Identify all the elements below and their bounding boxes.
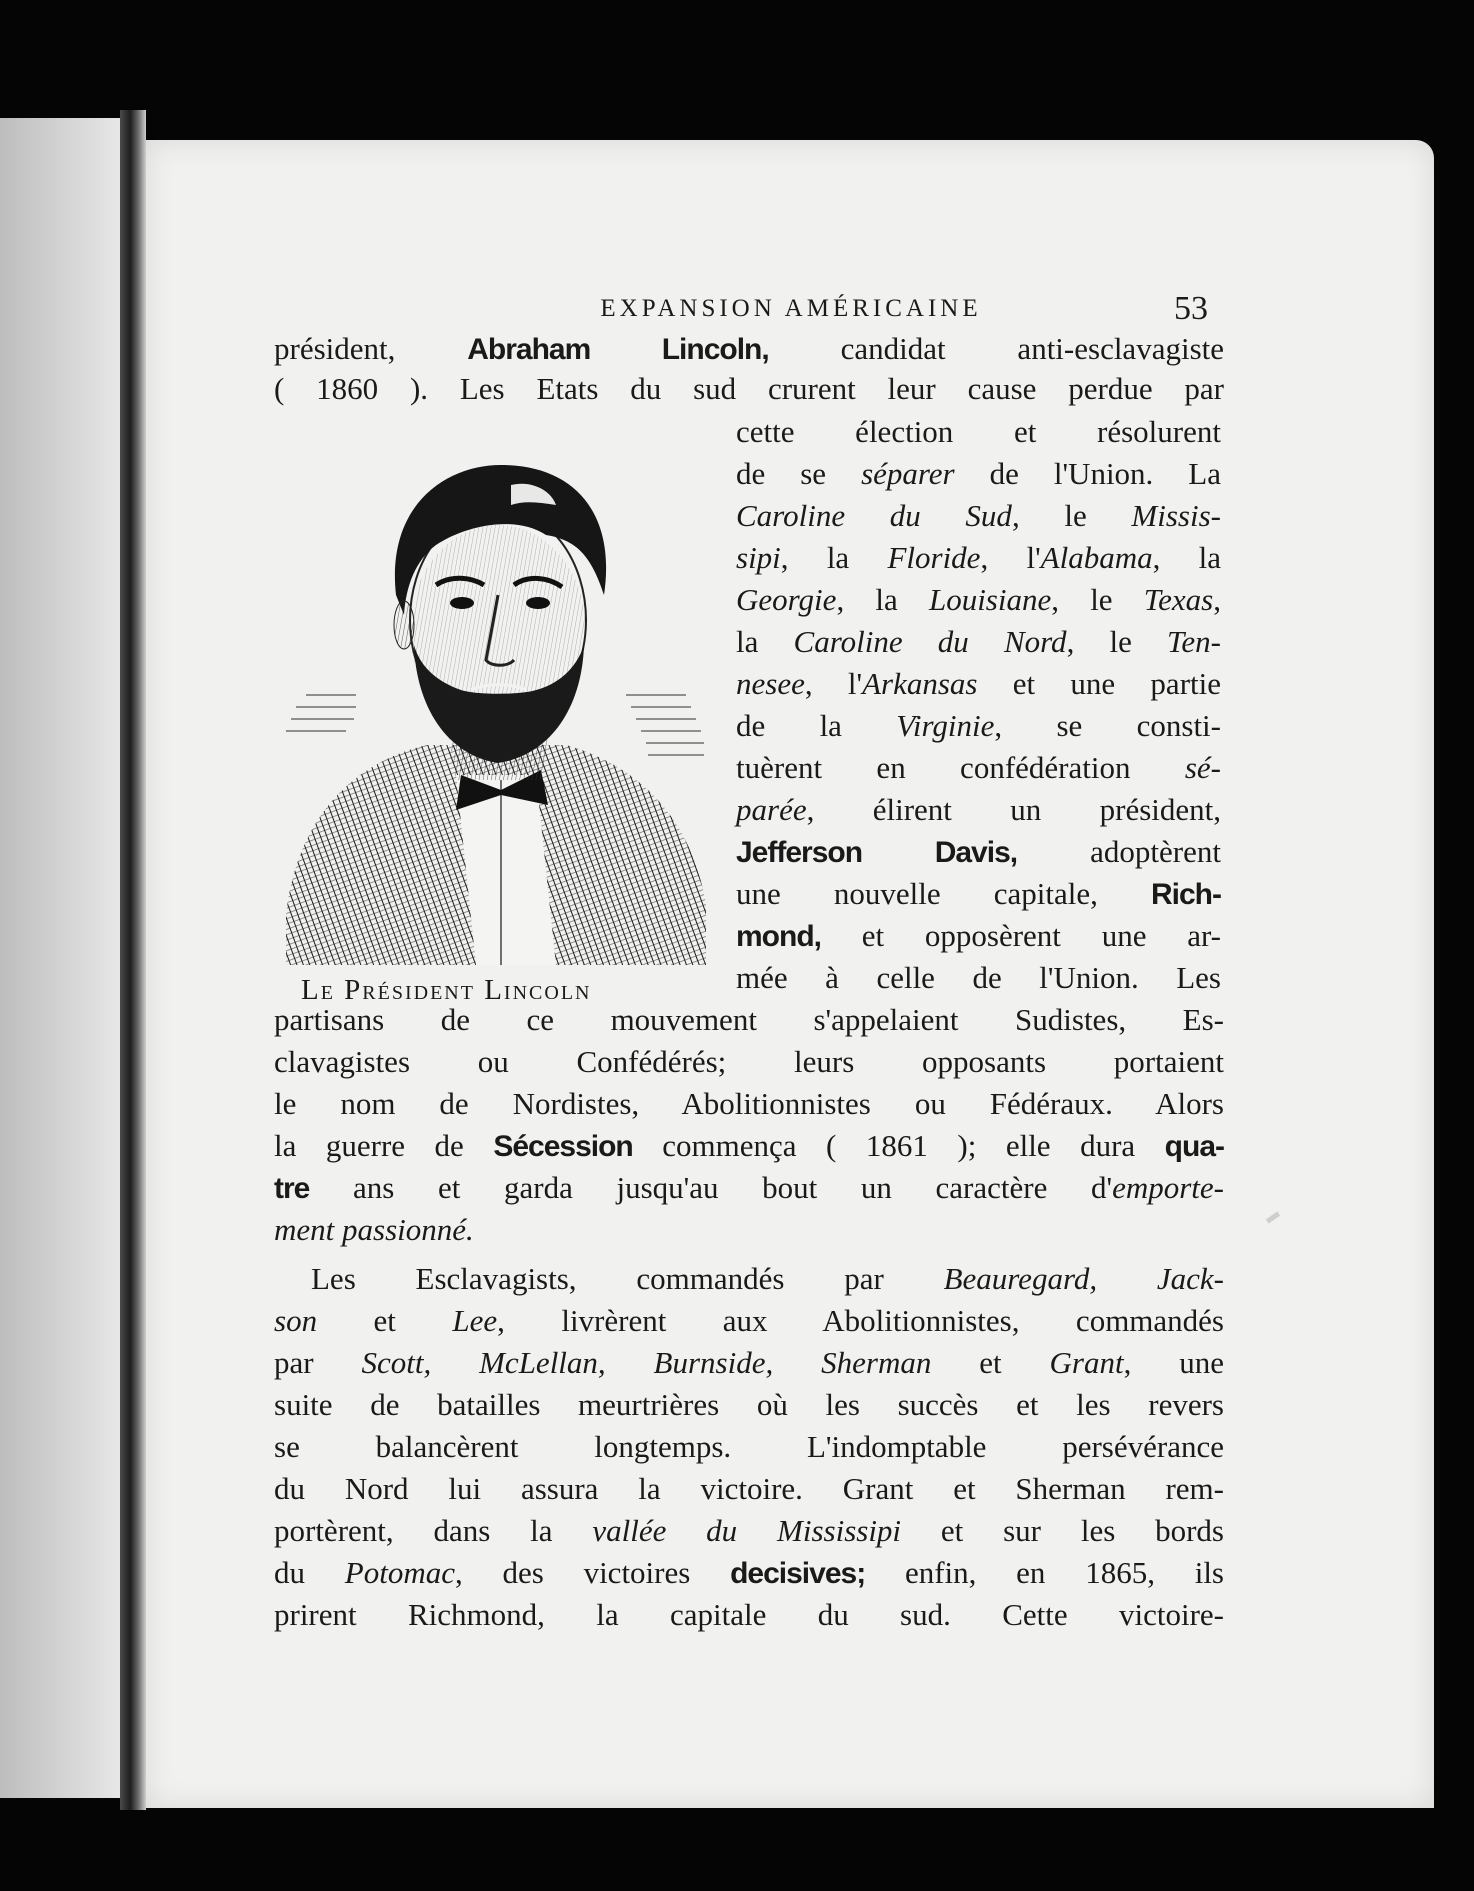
text-run: , la [836,582,929,617]
italic-term: Grant [1049,1345,1124,1380]
text-run: du [274,1555,345,1590]
italic-term: nesee [736,666,805,701]
running-head: EXPANSION AMÉRICAINE [600,295,982,322]
text-run: Les Esclavagists, commandés par [311,1261,944,1296]
text-line [274,1428,1224,1466]
italic-term: ment passionné. [274,1212,474,1247]
text-line [736,959,1221,997]
bold-term: tre [274,1172,310,1205]
text-run: , le [1051,582,1144,617]
text-line [736,875,1221,914]
text-line [311,1260,1224,1298]
text-line [274,370,1224,408]
page-number: 53 [1174,290,1208,327]
text-run: par [274,1345,362,1380]
bold-term: Sécession [493,1130,633,1163]
text-run: du Nord lui assura la victoire. Grant et Sherman rem- [274,1471,1224,1506]
text-run: président, [274,331,468,366]
book-gutter [120,110,146,1810]
text-line [274,1344,1224,1382]
text-run: partisans de ce mouvement s'appelaient Sudistes, Es- [274,1002,1224,1037]
text-run: , l' [980,540,1041,575]
bold-term: decisives; [730,1557,866,1590]
book-page [146,140,1434,1808]
italic-term: Virginie [896,708,995,743]
text-run: de se [736,456,862,491]
text-run: cette élection et résolurent [736,414,1221,449]
italic-term: Potomac [344,1555,455,1590]
bold-term: Jefferson Davis, [736,836,1018,869]
text-run: , se consti- [994,708,1221,743]
text-run: prirent Richmond, la capitale du sud. Cette victoire- [274,1597,1224,1632]
italic-term: Ten- [1167,624,1222,659]
text-line [736,497,1221,535]
italic-term: Arkansas [862,666,978,701]
text-line [736,623,1221,661]
text-line [274,330,1224,369]
italic-term: Alabama [1040,540,1153,575]
text-run: clavagistes ou Confédérés; leurs opposants portaient [274,1044,1224,1079]
text-run: la guerre de [274,1128,494,1163]
text-run: commença ( 1861 ); elle dura [632,1128,1165,1163]
text-line [736,413,1221,451]
text-run: , l' [804,666,863,701]
italic-term: Floride [887,540,981,575]
text-line [274,1211,1224,1249]
text-line [274,1302,1224,1340]
text-run: suite de batailles meurtrières où les succès et les revers [274,1387,1224,1422]
text-line [736,665,1221,703]
text-run: , la [780,540,888,575]
text-run: une nouvelle capitale, [736,876,1151,911]
text-run: , la [1152,540,1221,575]
text-run: et une partie [977,666,1221,701]
italic-term: son [274,1303,318,1338]
italic-term: Beauregard, Jack- [943,1261,1225,1296]
text-line [274,1043,1224,1081]
text-run: , des victoires [454,1555,731,1590]
text-line [736,581,1221,619]
italic-term: Georgie [736,582,837,617]
italic-term: Texas [1143,582,1214,617]
figure-caption: Le Président Lincoln [301,974,592,1006]
text-line [274,1169,1224,1208]
text-run: de la [736,708,897,743]
text-run: , [1213,582,1221,617]
lincoln-portrait-engraving [286,445,706,965]
text-line [736,539,1221,577]
bold-term: Abraham Lincoln, [467,333,769,366]
italic-term: parée [736,792,807,827]
bold-term: qua- [1164,1130,1224,1163]
bold-term: Rich- [1151,878,1221,911]
text-run: et sur les bords [901,1513,1224,1548]
text-line [274,1386,1224,1424]
italic-term: séparer [861,456,955,491]
text-line [274,1127,1224,1166]
italic-term: Louisiane [928,582,1052,617]
text-run: tuèrent en confédération [736,750,1185,785]
text-run: ( 1860 ). Les Etats du sud crurent leur cause perdue par [274,371,1224,406]
text-run: et [317,1303,453,1338]
text-run: se balancèrent longtemps. L'indomptable persévérance [274,1429,1224,1464]
text-line [274,1470,1224,1508]
italic-term: vallée du Mississipi [592,1513,902,1548]
text-line [736,917,1221,956]
italic-term: Caroline du Sud [736,498,1012,533]
italic-term: emporte- [1112,1170,1224,1205]
italic-term: Missis- [1131,498,1221,533]
text-run: mée à celle de l'Union. Les [736,960,1221,995]
text-run: , une [1123,1345,1224,1380]
text-line [274,1085,1224,1123]
italic-term: sipi [736,540,781,575]
text-line [736,707,1221,745]
text-run: , le [1066,624,1168,659]
text-line [274,1596,1224,1634]
text-line [736,833,1221,872]
text-line [274,1001,1224,1039]
text-line [736,791,1221,829]
text-run: , élirent un président, [806,792,1221,827]
text-run: portèrent, dans la [274,1513,593,1548]
text-run: candidat anti-esclavagiste [768,331,1225,366]
text-run: enfin, en 1865, ils [865,1555,1224,1590]
text-run: , le [1011,498,1132,533]
text-run: et opposèrent une ar- [821,918,1221,953]
bold-term: mond, [736,920,821,953]
text-run: ans et garda jusqu'au bout un caractère d' [309,1170,1113,1205]
text-run: , livrèrent aux Abolitionnistes, commandés [497,1303,1224,1338]
italic-term: Caroline du Nord [793,624,1067,659]
text-run: la [736,624,794,659]
text-line [274,1554,1224,1593]
text-line [736,455,1221,493]
italic-term: sé- [1184,750,1221,785]
italic-term: Scott, McLellan, Burnside, Sherman [361,1345,932,1380]
italic-term: Lee [452,1303,498,1338]
text-line [274,1512,1224,1550]
text-line [736,749,1221,787]
text-run: de l'Union. La [954,456,1221,491]
text-run: et [931,1345,1050,1380]
text-run: le nom de Nordistes, Abolitionnistes ou Fédéraux. Alors [274,1086,1224,1121]
text-run: adoptèrent [1017,834,1221,869]
